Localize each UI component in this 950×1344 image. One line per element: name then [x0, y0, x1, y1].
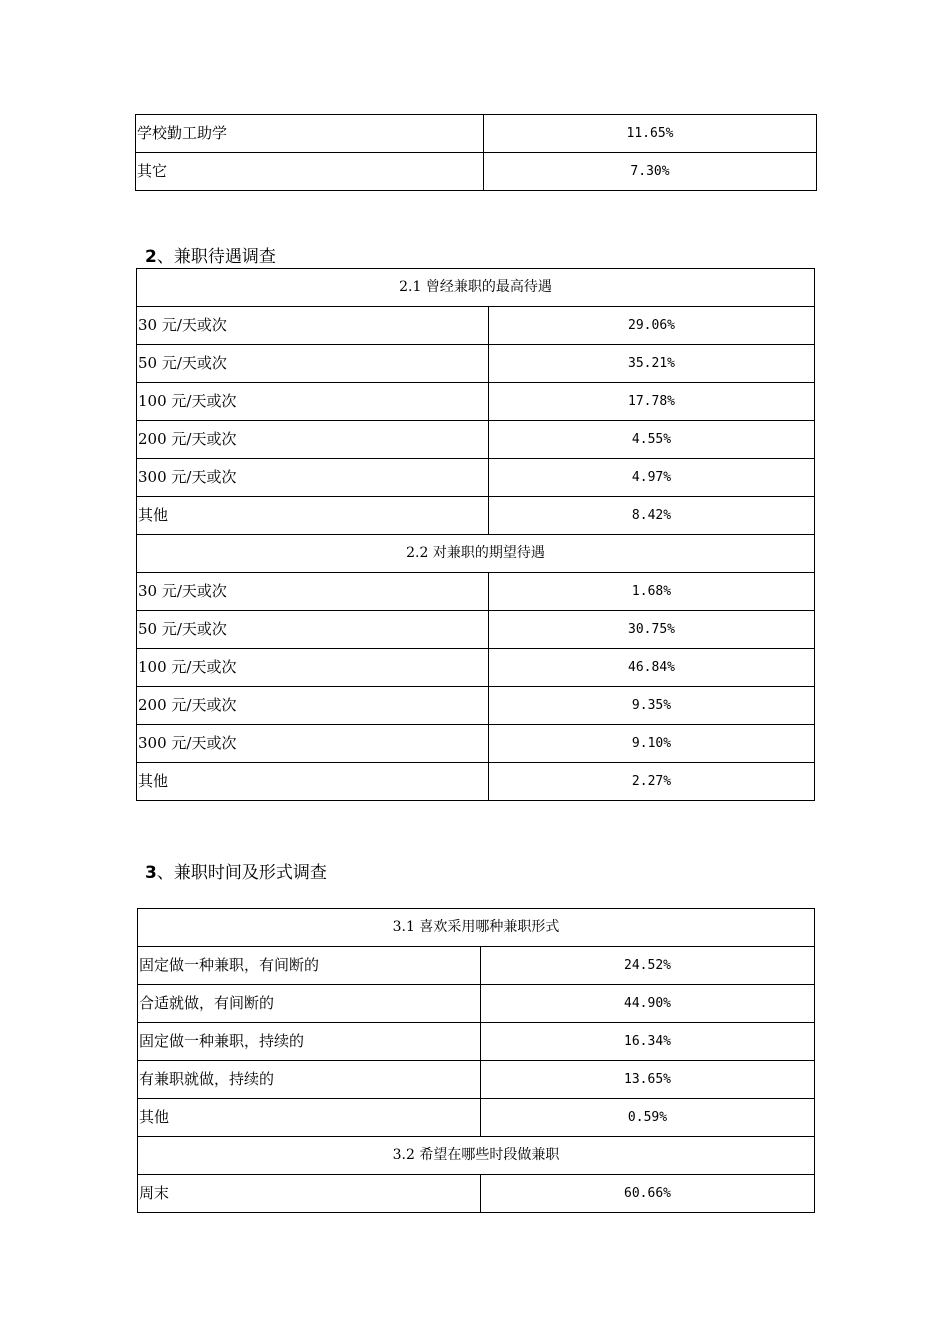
row-value: 46.84% [489, 649, 815, 687]
row-value: 9.35% [489, 687, 815, 725]
subsection-header: 2.2 对兼职的期望待遇 [137, 535, 815, 573]
row-label: 200 元/天或次 [137, 421, 489, 459]
subsection-header: 3.2 希望在哪些时段做兼职 [138, 1137, 815, 1175]
table-row [137, 421, 815, 459]
subsection-header: 2.1 曾经兼职的最高待遇 [137, 269, 815, 307]
top-table [135, 114, 817, 191]
table-row [138, 1061, 815, 1099]
table-row [138, 1099, 815, 1137]
table-row [136, 115, 817, 153]
section-number: 3 [145, 863, 157, 883]
section-title: 、兼职待遇调查 [156, 247, 276, 267]
table-row [138, 1023, 815, 1061]
work-form-table [137, 908, 815, 1213]
row-label: 300 元/天或次 [137, 725, 489, 763]
subsection-header: 3.1 喜欢采用哪种兼职形式 [138, 909, 815, 947]
section-2-heading [145, 242, 276, 267]
table-header-row [138, 1137, 815, 1175]
row-label: 300 元/天或次 [137, 459, 489, 497]
table-row [137, 345, 815, 383]
row-label: 50 元/天或次 [137, 345, 489, 383]
row-value: 9.10% [489, 725, 815, 763]
row-label: 周末 [138, 1175, 481, 1213]
row-value: 16.34% [481, 1023, 815, 1061]
table-row [137, 383, 815, 421]
row-label: 固定做一种兼职，有间断的 [138, 947, 481, 985]
table-row [137, 649, 815, 687]
table-row [138, 1175, 815, 1213]
row-label: 合适就做，有间断的 [138, 985, 481, 1023]
row-label: 50 元/天或次 [137, 611, 489, 649]
table-row [137, 307, 815, 345]
row-label: 30 元/天或次 [137, 573, 489, 611]
table-row [137, 763, 815, 801]
row-value: 1.68% [489, 573, 815, 611]
row-value: 29.06% [489, 307, 815, 345]
row-label: 其他 [137, 763, 489, 801]
table-row [137, 687, 815, 725]
row-value: 7.30% [484, 153, 817, 191]
row-value: 4.97% [489, 459, 815, 497]
row-label: 学校勤工助学 [136, 115, 484, 153]
row-label: 其它 [136, 153, 484, 191]
row-value: 35.21% [489, 345, 815, 383]
row-value: 13.65% [481, 1061, 815, 1099]
row-value: 24.52% [481, 947, 815, 985]
table-row [136, 153, 817, 191]
row-label: 有兼职就做，持续的 [138, 1061, 481, 1099]
table-header-row [137, 269, 815, 307]
table-row [137, 497, 815, 535]
table-row [138, 947, 815, 985]
row-value: 60.66% [481, 1175, 815, 1213]
section-title: 、兼职时间及形式调查 [156, 863, 327, 883]
table-row [137, 573, 815, 611]
table-row [138, 985, 815, 1023]
table-header-row [138, 909, 815, 947]
row-value: 8.42% [489, 497, 815, 535]
table-row [137, 725, 815, 763]
row-value: 44.90% [481, 985, 815, 1023]
table-row [137, 459, 815, 497]
row-label: 200 元/天或次 [137, 687, 489, 725]
row-value: 4.55% [489, 421, 815, 459]
row-label: 100 元/天或次 [137, 383, 489, 421]
row-label: 100 元/天或次 [137, 649, 489, 687]
row-value: 30.75% [489, 611, 815, 649]
table-row [137, 611, 815, 649]
salary-table [136, 268, 815, 801]
row-label: 其他 [137, 497, 489, 535]
table-header-row [137, 535, 815, 573]
row-value: 11.65% [484, 115, 817, 153]
row-label: 其他 [138, 1099, 481, 1137]
row-value: 0.59% [481, 1099, 815, 1137]
row-label: 30 元/天或次 [137, 307, 489, 345]
section-number: 2 [145, 247, 157, 267]
section-3-heading [145, 858, 327, 883]
row-value: 2.27% [489, 763, 815, 801]
row-label: 固定做一种兼职，持续的 [138, 1023, 481, 1061]
row-value: 17.78% [489, 383, 815, 421]
